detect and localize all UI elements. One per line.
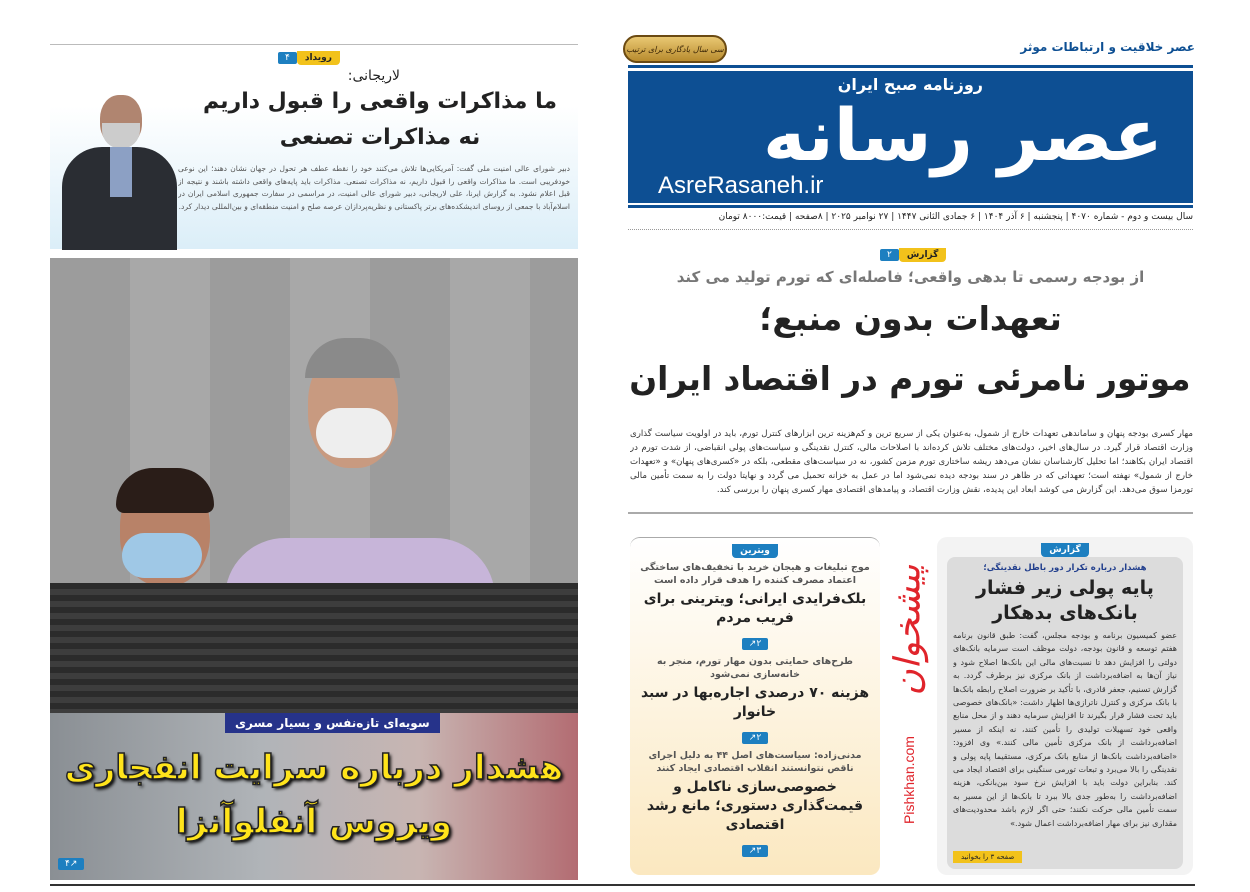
watermark-url: Pishkhan.com bbox=[901, 736, 917, 824]
report-headline[interactable]: پایه پولی زیر فشار بانک‌های بدهکار bbox=[976, 577, 1154, 624]
divider bbox=[628, 205, 1193, 208]
report-body: عضو کمیسیون برنامه و بودجه مجلس، گفت: طبق قانون برنامه هفتم توسعه و قانون بودجه، دولت موظف است سرمایه بانک‌های دولتی را افزایش دهد تا نسبت‌های مالی این بانک‌ها اصلاح شود و نیاز آن‌ها به اضافه‌برداشت از بانک مرکزی نیز برطرف گردد. به گزارش تسنیم، جعفر قادری، با تأکید بر ضرورت اصلاح رابطه بانک‌ها با بانک مرکزی و کنترل ناترازی‌ها اظهار داشت: «بانک‌های خصوصی باید تحت فشار قرار بگیرند تا افزایش سرمایه دهند و از محل منابع واقعی خود تسهیلات تولیدی را تأمین کنند، نه اینکه از مسیر اضافه‌برداشت از بانک مرکزی تأمین مالی کنند.» وی افزود: «اضافه‌برداشت بانک‌ها از منابع بانک مرکزی، مستقیما پایه پولی و نقدینگی را بالا می‌برد و تبعات تورمی سنگینی برای اقتصاد ایجاد می کند. بنابراین دولت باید با افزایش نرخ سود بین‌بانکی، هزینه اضافه‌برداشت را به‌طور جدی بالا ببرد تا بانک‌ها از این مسیر به سمت تأمین مالی حرکت نکنند؛ حتی اگر لازم باشد محدودیت‌های مقداری نیز برای مهار اضافه‌برداشت اعمال شود.» bbox=[953, 631, 1177, 828]
page-ref[interactable]: ۴ bbox=[278, 52, 297, 64]
event-headline-2[interactable]: نه مذاکرات تصنعی bbox=[279, 125, 481, 150]
page-ref[interactable]: ۲↗ bbox=[742, 638, 768, 650]
showcase-kicker: موج تبلیغات و هیجان خرید با تخفیف‌های ساختگی اعتماد مصرف کننده را هدف قرار داده است bbox=[640, 562, 870, 586]
photo-headline-2[interactable]: ویروس آنفلوآنزا bbox=[175, 802, 453, 842]
lead-headline-2[interactable] bbox=[628, 358, 1193, 400]
page-ref[interactable]: ۲↗ bbox=[742, 732, 768, 744]
showcase-headline[interactable]: خصوصی‌سازی ناکامل و قیمت‌گذاری دستوری؛ مانع رشد اقتصادی bbox=[646, 779, 864, 833]
divider bbox=[628, 229, 1193, 230]
masthead-subtitle: روزنامه صبح ایران bbox=[837, 75, 983, 94]
lead-headline-2-text[interactable]: موتور نامرئی تورم در اقتصاد ایران bbox=[629, 359, 1191, 398]
section-label: رویداد bbox=[297, 51, 340, 65]
event-speaker: لاریجانی: bbox=[347, 68, 400, 84]
event-headline-1[interactable]: ما مذاکرات واقعی را قبول داریم bbox=[203, 89, 557, 114]
bottom-rule bbox=[50, 884, 1195, 886]
showcase-item[interactable] bbox=[630, 652, 880, 746]
showcase-headline[interactable]: هزینه ۷۰ درصدی اجاره‌بها در سبد خانوار bbox=[640, 685, 870, 720]
lead-section-tag bbox=[880, 242, 946, 262]
divider bbox=[628, 512, 1193, 514]
lead-headline-1[interactable]: تعهدات بدون منبع؛ bbox=[759, 299, 1062, 338]
divider bbox=[628, 65, 1193, 68]
report-kicker: هشدار درباره تکرار دور باطل نقدینگی؛ bbox=[983, 563, 1147, 573]
section-label: گزارش bbox=[1041, 543, 1089, 557]
photo-headline-1[interactable]: هشدار درباره سرایت انفجاری bbox=[64, 748, 564, 788]
showcase-item[interactable] bbox=[630, 558, 880, 652]
page-ref[interactable]: ۲ bbox=[880, 249, 899, 261]
photo-kicker: سویه‌ای تازه‌نفس و بسیار مسری bbox=[225, 713, 440, 733]
slogan: عصر خلاقیت و ارتباطات موثر bbox=[1020, 40, 1195, 54]
page-ref[interactable]: ۴↗ bbox=[58, 858, 84, 870]
showcase-item[interactable] bbox=[630, 746, 880, 859]
anniversary-badge: سی سال یادگاری برای ترتیب bbox=[623, 35, 727, 63]
issue-info: سال بیست و دوم - شماره ۴۰۷۰ | پنجشنبه | ۶ آذر ۱۴۰۴ | ۶ جمادی الثانی ۱۴۴۷ | ۲۷ نوامبر ۲۰۲۵ | ۸صفحه | قیمت:۸۰۰۰ تومان bbox=[718, 212, 1193, 222]
watermark-logo-wrap bbox=[884, 560, 934, 700]
page-ref[interactable]: ۳↗ bbox=[742, 845, 768, 857]
showcase-box bbox=[630, 537, 880, 875]
showcase-kicker: مدنی‌زاده: سیاست‌های اصل ۴۴ به دلیل اجرای ناقص نتوانستند انقلاب اقتصادی ایجاد کنند bbox=[648, 750, 862, 774]
report-box bbox=[937, 537, 1193, 875]
section-label: گزارش bbox=[899, 248, 947, 262]
showcase-headline[interactable]: بلک‌فرایدی ایرانی؛ ویترینی برای فریب مردم bbox=[643, 591, 867, 626]
lead-kicker: از بودجه رسمی تا بدهی واقعی؛ فاصله‌ای که تورم تولید می کند bbox=[676, 268, 1145, 286]
event-box bbox=[50, 44, 578, 249]
masthead-url: AsreRasaneh.ir bbox=[658, 172, 824, 199]
photo-story bbox=[50, 258, 578, 880]
masthead-title: عصر رسانه bbox=[763, 93, 1163, 177]
read-more-link[interactable]: صفحه ۳ را بخوانید bbox=[953, 851, 1022, 863]
section-label: ویترین bbox=[732, 544, 778, 558]
lead-body: مهار کسری بودجه پنهان و ساماندهی تعهدات خارج از شمول، به‌عنوان یکی از سریع ترین و کم‌هزینه ترین ابزارهای کنترل تورم، باید در اولویت سیاست گذاری وزارت اقتصاد قرار گیرد. در سال‌های اخیر، دولت‌های مختلف تلاش کرده‌اند با اصلاحات مالی، کنترل نقدینگی و سیاست‌های پولی انقباضی، از شدت تورم در اقتصاد ایران بکاهند؛ اما تحلیل کارشناسان نشان می‌دهد ریشه ساختاری تورم مزمن کشور، نه در سیاست‌های مقطعی، بلکه در «کسری‌های پنهان» و «تعهدات خارج از شمول» نهفته است؛ تعهداتی که در ظاهر در سند بودجه دیده نمی‌شود اما در عمل به خزانه تحمیل می گردد و نهایتا دولت را به سمت تأمین مالی تورمزا سوق می‌دهد. این گزارش می کوشد ابعاد این پدیده، نقش وزارت اقتصاد، و پیامدهای اقتصادی مهار کسری پنهان را بررسی کند. bbox=[630, 429, 1193, 495]
watermark-url-wrap bbox=[884, 715, 934, 845]
showcase-kicker: طرح‌های حمایتی بدون مهار تورم، منجر به خانه‌سازی نمی‌شود bbox=[657, 656, 853, 680]
watermark-logo: پیشخوان bbox=[888, 564, 929, 696]
masthead bbox=[628, 71, 1193, 203]
event-body: دبیر شورای عالی امنیت ملی گفت: آمریکایی‌ها تلاش می‌کنند خود را نقطه عطف هر تحول در جهان نشان دهند؛ این نوعی خودفریبی است. ما مذاکرات واقعی را قبول داریم، نه مذاکرات تصنعی. مذاکرات باید پایه‌های واقعی داشته باشند و نتیجه از قبل اعلام نشود. به گزارش ایرنا، علی لاریجانی، دبیر شورای عالی امنیت، در مراسمی در سفارت جمهوری اسلامی ایران در اسلام‌آباد با جمعی از روسای اندیشکده‌های برتر پاکستانی و نظریه‌پردازان عرصه صلح و امنیت منطقه‌ای و بین‌المللی دیدار کرد. bbox=[178, 164, 570, 211]
event-section-tag bbox=[278, 45, 340, 65]
portrait-photo bbox=[62, 95, 177, 250]
